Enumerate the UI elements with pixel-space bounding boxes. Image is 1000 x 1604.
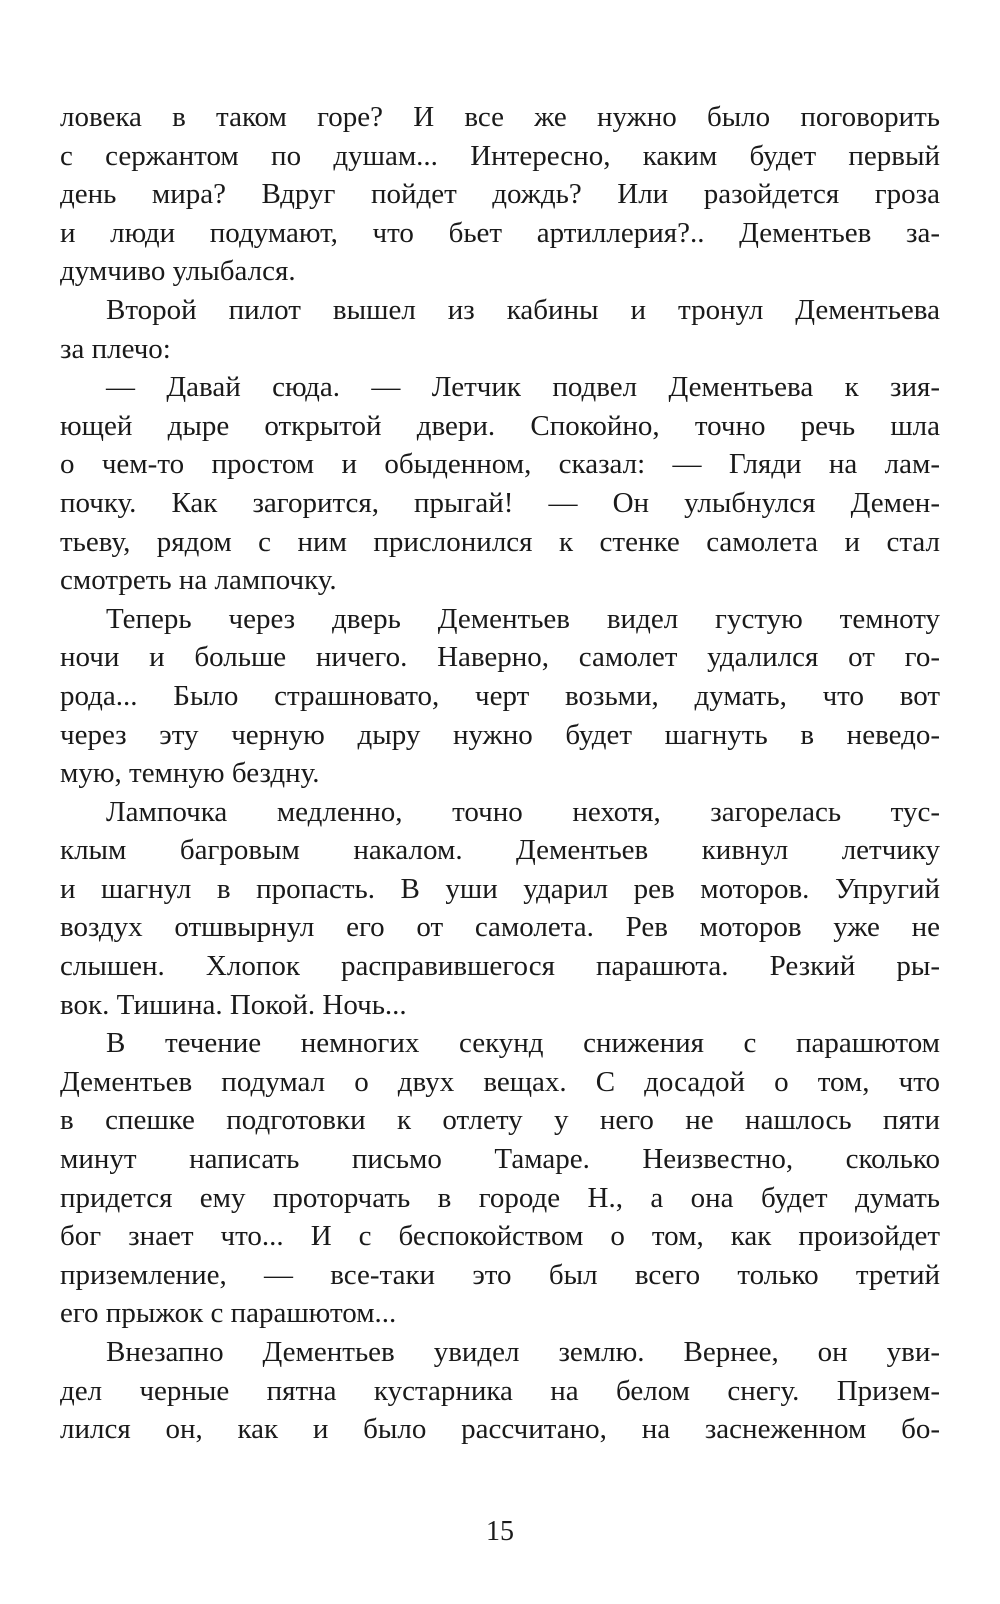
- text-line: — Давай сюда. — Летчик подвел Дементьева к зия-: [106, 371, 940, 404]
- text-line: рода... Было страшновато, черт возьми, думать, что вот: [60, 679, 940, 712]
- text-line: лился он, как и было рассчитано, на заснеженном бо-: [60, 1413, 940, 1446]
- text-line: клым багровым накалом. Дементьев кивнул летчику: [60, 834, 940, 867]
- text-line: с сержантом по душам... Интересно, каким будет первый: [60, 139, 940, 172]
- page-number: 15: [486, 1516, 514, 1547]
- text-line: придется ему проторчать в городе Н., а она будет думать: [60, 1181, 940, 1214]
- text-line: ловека в таком горе? И все же нужно было поговорить: [60, 101, 940, 133]
- text-line: Дементьев подумал о двух вещах. С досадой о том, что: [60, 1065, 940, 1098]
- text-line: Теперь через дверь Дементьев видел густую темноту: [106, 602, 940, 635]
- text-line: Лампочка медленно, точно нехотя, загорелась тус-: [106, 795, 940, 828]
- text-line: вок. Тишина. Покой. Ночь...: [60, 988, 407, 1021]
- text-line: тьеву, рядом с ним прислонился к стенке самолета и стал: [60, 525, 940, 558]
- text-line: через эту черную дыру нужно будет шагнуть в неведо-: [60, 718, 940, 751]
- text-line: о чем-то простом и обыденном, сказал: — Гляди на лам-: [60, 448, 940, 481]
- text-line: приземление, — все-таки это был всего только третий: [60, 1258, 940, 1291]
- text-line: за плечо:: [60, 332, 171, 365]
- body-text: [60, 98, 940, 1449]
- text-line: дел черные пятна кустарника на белом снегу. Призем-: [60, 1374, 940, 1407]
- text-line: и шагнул в пропасть. В уши ударил рев моторов. Упругий: [60, 872, 940, 905]
- text-line: бог знает что... И с беспокойством о том, как произойдет: [60, 1220, 940, 1253]
- text-line: думчиво улыбался.: [60, 255, 296, 288]
- text-line: смотреть на лампочку.: [60, 564, 337, 597]
- text-line: ющей дыре открытой двери. Спокойно, точно речь шла: [60, 409, 940, 442]
- text-line: его прыжок с парашютом...: [60, 1297, 397, 1330]
- text-line: ночи и больше ничего. Наверно, самолет удалился от го-: [60, 641, 940, 674]
- text-line: в спешке подготовки к отлету у него не нашлось пяти: [60, 1104, 940, 1137]
- text-line: воздух отшвырнул его от самолета. Рев моторов уже не: [60, 911, 940, 944]
- text-line: и люди подумают, что бьет артиллерия?.. Дементьев за-: [60, 216, 940, 249]
- text-line: слышен. Хлопок расправившегося парашюта. Резкий ры-: [60, 950, 940, 983]
- text-line: мую, темную бездну.: [60, 757, 320, 790]
- text-line: минут написать письмо Тамаре. Неизвестно, сколько: [60, 1143, 940, 1176]
- text-line: Второй пилот вышел из кабины и тронул Дементьева: [106, 293, 940, 326]
- text-line: Внезапно Дементьев увидел землю. Вернее, он уви-: [106, 1336, 940, 1368]
- text-line: почку. Как загорится, прыгай! — Он улыбнулся Демен-: [60, 486, 940, 519]
- text-line: В течение немногих секунд снижения с парашютом: [106, 1027, 940, 1060]
- text-line: день мира? Вдруг пойдет дождь? Или разойдется гроза: [60, 178, 940, 211]
